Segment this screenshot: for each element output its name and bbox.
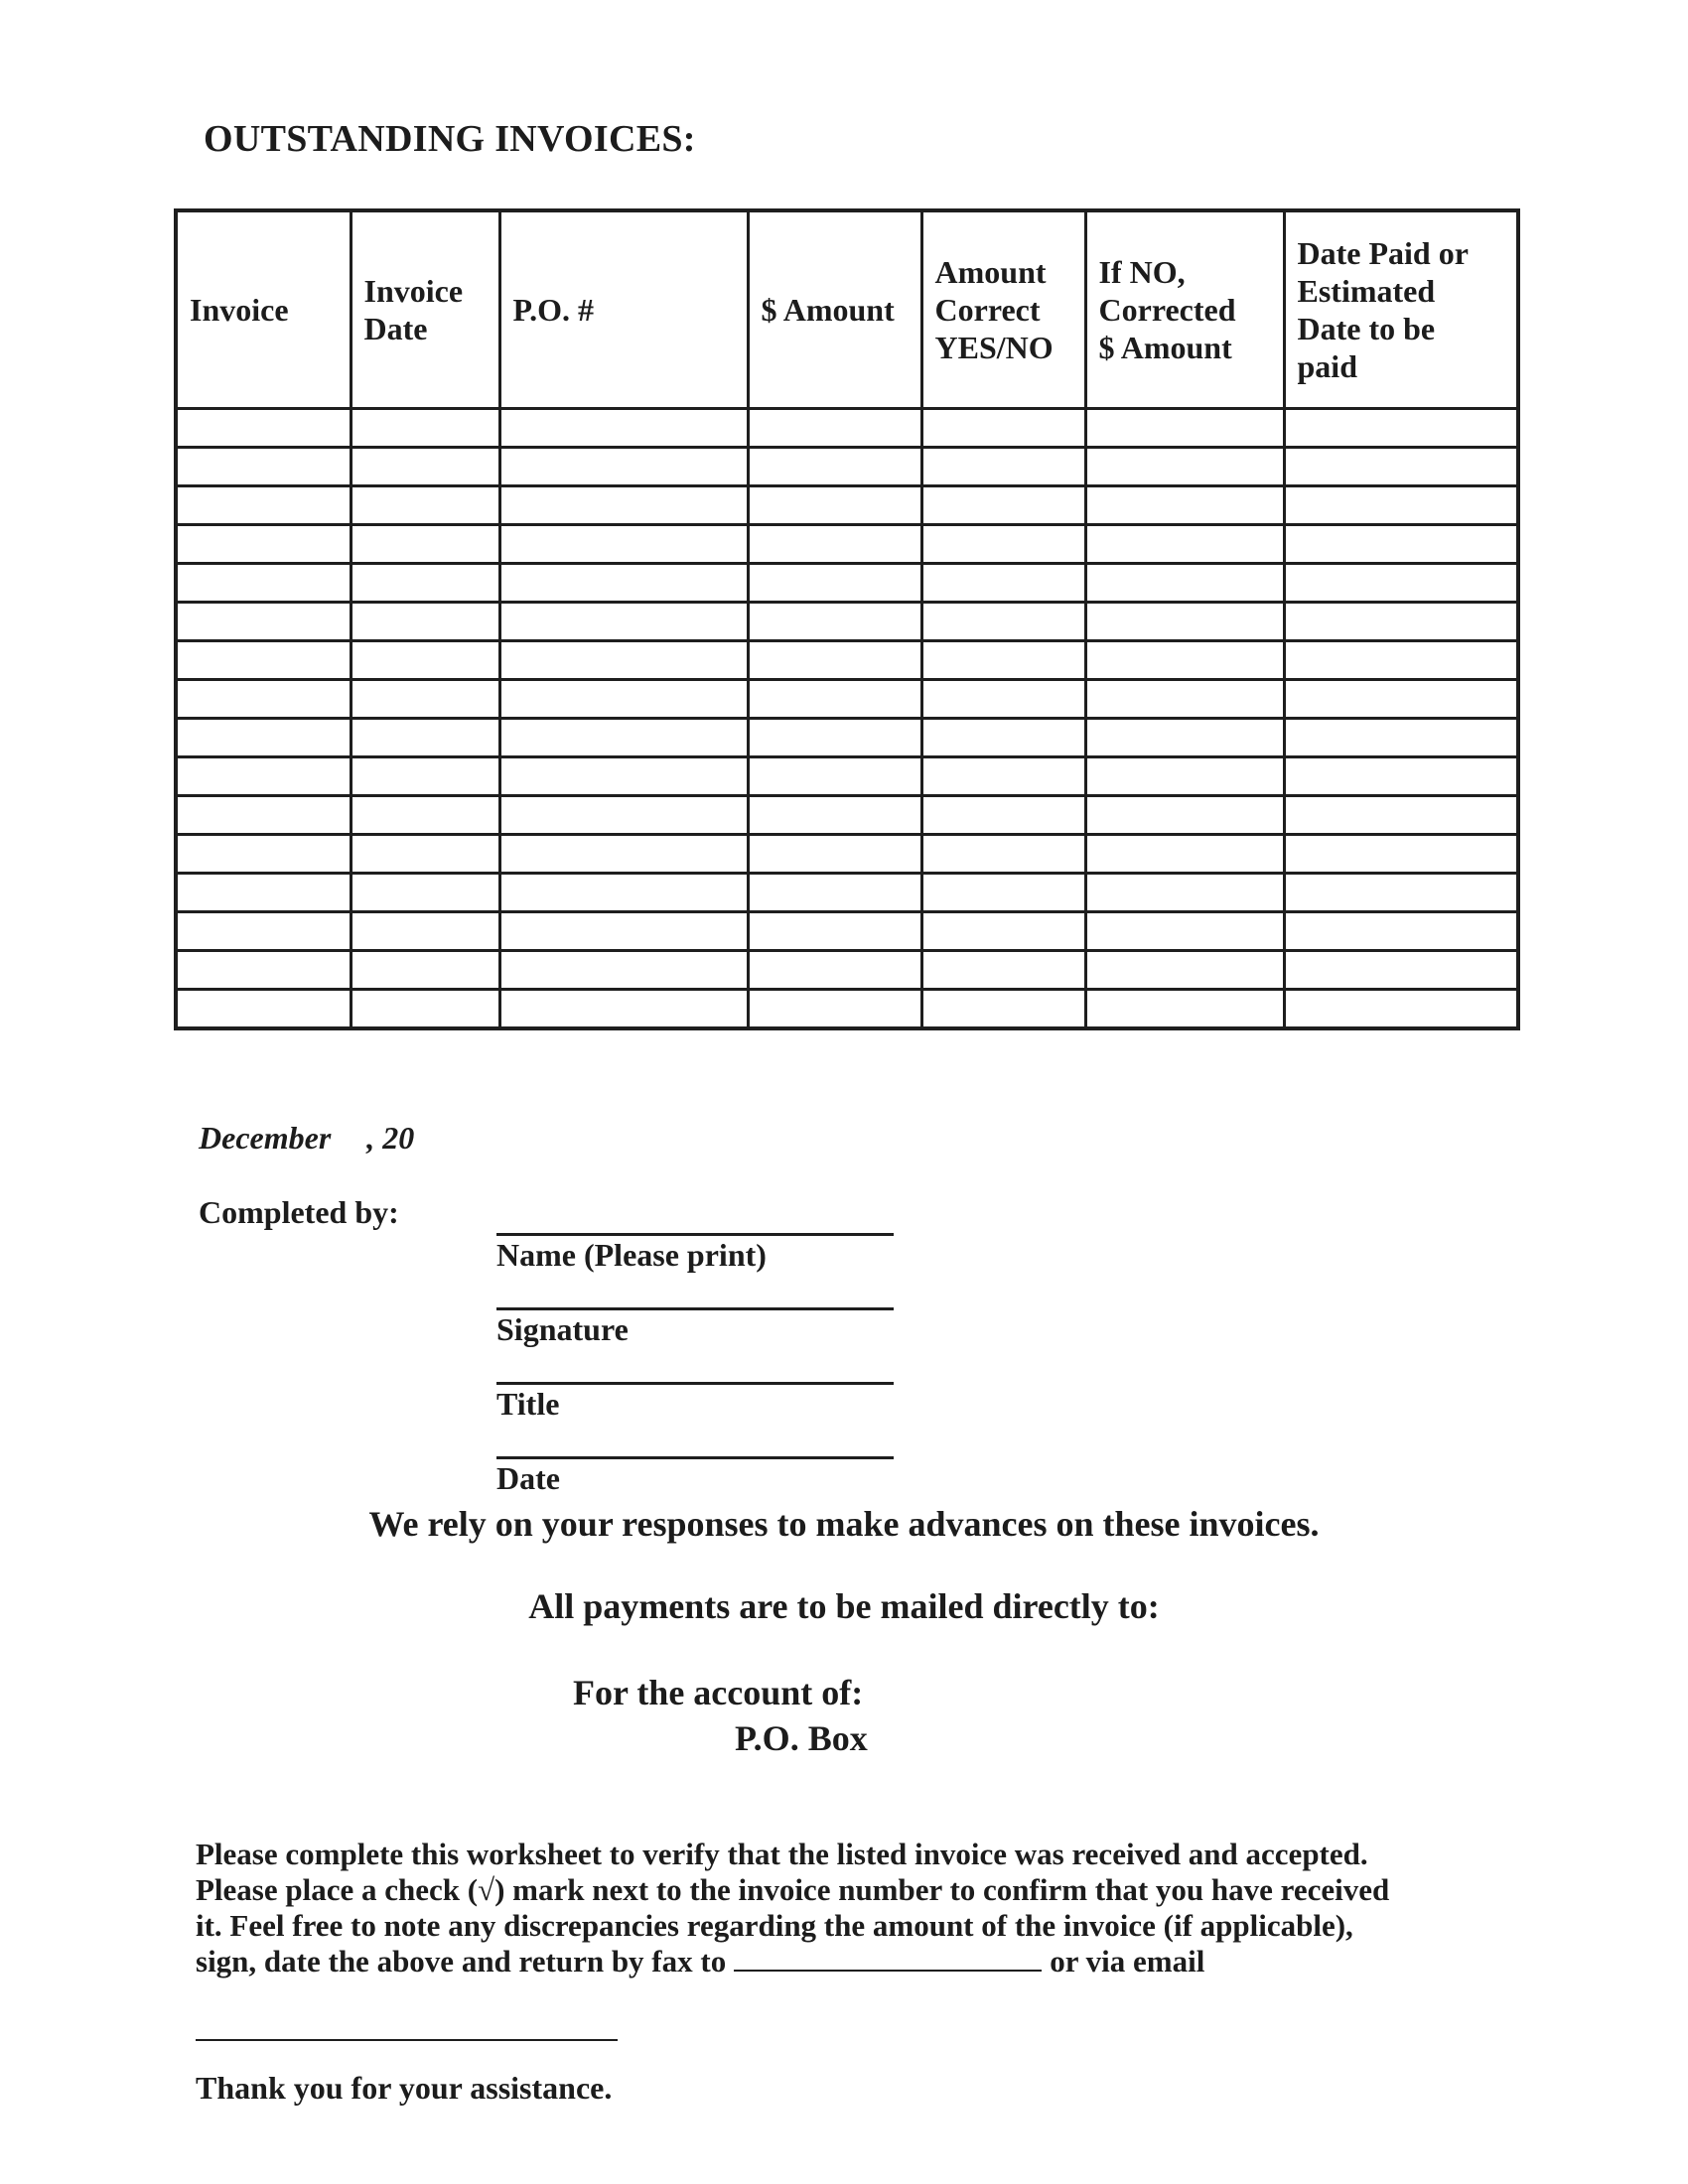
table-row xyxy=(176,680,1518,719)
table-cell[interactable] xyxy=(748,951,921,990)
table-cell[interactable] xyxy=(176,525,351,564)
table-cell[interactable] xyxy=(176,603,351,641)
table-cell[interactable] xyxy=(176,641,351,680)
table-cell[interactable] xyxy=(1085,874,1284,912)
table-cell[interactable] xyxy=(921,874,1085,912)
table-cell[interactable] xyxy=(499,603,748,641)
table-cell[interactable] xyxy=(176,680,351,719)
table-cell[interactable] xyxy=(1085,603,1284,641)
table-cell[interactable] xyxy=(748,874,921,912)
table-row xyxy=(176,951,1518,990)
table-cell[interactable] xyxy=(176,409,351,448)
fax-instruction: sign, date the above and return by fax to xyxy=(196,1944,727,1979)
column-header-line: Estimated xyxy=(1297,273,1436,309)
table-cell[interactable] xyxy=(748,409,921,448)
table-cell[interactable] xyxy=(1085,641,1284,680)
date-line xyxy=(199,1120,414,1157)
table-cell[interactable] xyxy=(1284,525,1518,564)
table-cell[interactable] xyxy=(1284,874,1518,912)
table-cell[interactable] xyxy=(1085,757,1284,796)
table-cell[interactable] xyxy=(176,874,351,912)
table-cell[interactable] xyxy=(499,951,748,990)
mailing-notice: All payments are to be mailed directly to: xyxy=(528,1586,1160,1626)
table-cell[interactable] xyxy=(176,448,351,486)
table-cell[interactable] xyxy=(1085,835,1284,874)
table-cell[interactable] xyxy=(921,409,1085,448)
table-row xyxy=(176,719,1518,757)
po-box-label: P.O. Box xyxy=(735,1718,868,1758)
column-header-line: paid xyxy=(1297,348,1357,384)
table-cell[interactable] xyxy=(351,874,499,912)
title-field-label: Title xyxy=(496,1386,560,1422)
column-header-line: If NO, xyxy=(1098,254,1186,290)
table-cell[interactable] xyxy=(176,835,351,874)
invoice-table xyxy=(174,208,1520,1030)
date-year-prefix: , 20 xyxy=(366,1120,415,1156)
table-row xyxy=(176,525,1518,564)
table-cell[interactable] xyxy=(1284,912,1518,951)
column-header xyxy=(351,210,499,409)
table-cell[interactable] xyxy=(351,641,499,680)
table-cell[interactable] xyxy=(1085,990,1284,1029)
table-cell[interactable] xyxy=(1085,680,1284,719)
table-cell[interactable] xyxy=(748,564,921,603)
table-cell[interactable] xyxy=(921,680,1085,719)
column-header-line: Invoice xyxy=(190,292,289,328)
table-cell[interactable] xyxy=(351,603,499,641)
email-blank[interactable] xyxy=(196,2039,618,2041)
table-cell[interactable] xyxy=(1085,448,1284,486)
table-cell[interactable] xyxy=(1284,409,1518,448)
table-row xyxy=(176,448,1518,486)
table-cell[interactable] xyxy=(351,912,499,951)
table-cell[interactable] xyxy=(921,564,1085,603)
table-cell[interactable] xyxy=(499,796,748,835)
instructions-line: Please place a check (√) mark next to the invoice number to confirm that you have received xyxy=(196,1872,1390,1907)
column-header-line: YES/NO xyxy=(934,330,1054,365)
table-cell[interactable] xyxy=(1284,951,1518,990)
column-header xyxy=(499,210,748,409)
table-cell[interactable] xyxy=(1284,564,1518,603)
table-cell[interactable] xyxy=(1284,796,1518,835)
column-header-line: Correct xyxy=(934,292,1041,328)
completed-by-label: Completed by: xyxy=(199,1194,399,1230)
table-cell[interactable] xyxy=(748,680,921,719)
table-cell[interactable] xyxy=(351,796,499,835)
column-header xyxy=(176,210,351,409)
table-cell[interactable] xyxy=(1284,757,1518,796)
table-cell[interactable] xyxy=(1284,719,1518,757)
table-cell[interactable] xyxy=(499,564,748,603)
column-header xyxy=(1284,210,1518,409)
column-header-line: Invoice xyxy=(363,273,464,309)
table-cell[interactable] xyxy=(748,603,921,641)
table-cell[interactable] xyxy=(351,757,499,796)
column-header-line: Corrected xyxy=(1098,292,1236,328)
signature-field-line[interactable] xyxy=(496,1307,894,1310)
table-cell[interactable] xyxy=(1085,951,1284,990)
table-cell[interactable] xyxy=(921,486,1085,525)
table-cell[interactable] xyxy=(176,951,351,990)
table-cell[interactable] xyxy=(921,912,1085,951)
name-field-line[interactable] xyxy=(496,1233,894,1236)
table-cell[interactable] xyxy=(921,835,1085,874)
column-header-line: Date to be xyxy=(1297,311,1436,346)
table-cell[interactable] xyxy=(1085,409,1284,448)
table-body xyxy=(176,409,1518,1029)
table-cell[interactable] xyxy=(499,525,748,564)
table-cell[interactable] xyxy=(351,486,499,525)
table-cell[interactable] xyxy=(351,719,499,757)
column-header xyxy=(1085,210,1284,409)
instructions-line xyxy=(196,1944,1516,1979)
signature-field-label: Signature xyxy=(496,1311,629,1347)
table-cell[interactable] xyxy=(351,564,499,603)
table-cell[interactable] xyxy=(499,835,748,874)
table-cell[interactable] xyxy=(499,448,748,486)
table-cell[interactable] xyxy=(499,874,748,912)
table-row xyxy=(176,409,1518,448)
table-cell[interactable] xyxy=(1284,603,1518,641)
table-cell[interactable] xyxy=(176,912,351,951)
column-header-line: Date xyxy=(363,311,428,346)
table-cell[interactable] xyxy=(351,990,499,1029)
table-cell[interactable] xyxy=(499,757,748,796)
table-cell[interactable] xyxy=(748,641,921,680)
table-cell[interactable] xyxy=(1284,641,1518,680)
table-cell[interactable] xyxy=(1085,486,1284,525)
table-cell[interactable] xyxy=(499,486,748,525)
table-cell[interactable] xyxy=(921,990,1085,1029)
table-cell[interactable] xyxy=(921,448,1085,486)
table-cell[interactable] xyxy=(1284,448,1518,486)
table-cell[interactable] xyxy=(748,835,921,874)
table-row xyxy=(176,835,1518,874)
instructions-line: Please complete this worksheet to verify that the listed invoice was received and accepted. xyxy=(196,1837,1368,1871)
date-field-label: Date xyxy=(496,1460,560,1496)
date-month: December xyxy=(199,1120,332,1156)
table-cell[interactable] xyxy=(176,486,351,525)
closing-thanks: Thank you for your assistance. xyxy=(196,2070,613,2106)
column-header-line: Amount xyxy=(934,254,1047,290)
table-row xyxy=(176,757,1518,796)
table-row xyxy=(176,564,1518,603)
table-cell[interactable] xyxy=(748,796,921,835)
table-cell[interactable] xyxy=(1085,796,1284,835)
table-cell[interactable] xyxy=(748,486,921,525)
table-cell[interactable] xyxy=(748,990,921,1029)
table-cell[interactable] xyxy=(499,641,748,680)
column-header xyxy=(748,210,921,409)
table-cell[interactable] xyxy=(921,603,1085,641)
table-cell[interactable] xyxy=(1085,564,1284,603)
date-field-line[interactable] xyxy=(496,1456,894,1459)
table-cell[interactable] xyxy=(1284,486,1518,525)
table-cell[interactable] xyxy=(351,680,499,719)
table-cell[interactable] xyxy=(921,757,1085,796)
table-row xyxy=(176,641,1518,680)
column-header xyxy=(921,210,1085,409)
table-cell[interactable] xyxy=(499,680,748,719)
table-cell[interactable] xyxy=(499,990,748,1029)
account-label: For the account of: xyxy=(573,1673,864,1712)
instructions-line: it. Feel free to note any discrepancies regarding the amount of the invoice (if applicable), xyxy=(196,1908,1353,1943)
table-cell[interactable] xyxy=(1284,990,1518,1029)
table-cell[interactable] xyxy=(176,796,351,835)
instructions xyxy=(196,1837,1516,1979)
table-cell[interactable] xyxy=(499,912,748,951)
page-title: OUTSTANDING INVOICES: xyxy=(204,118,696,160)
table-header-row xyxy=(176,210,1518,409)
table-cell[interactable] xyxy=(921,719,1085,757)
table-cell[interactable] xyxy=(499,409,748,448)
table-cell[interactable] xyxy=(921,641,1085,680)
name-field-label: Name (Please print) xyxy=(496,1237,767,1273)
email-instruction: or via email xyxy=(1050,1944,1205,1979)
column-header-line: Date Paid or xyxy=(1297,235,1469,271)
table-cell[interactable] xyxy=(351,951,499,990)
table-cell[interactable] xyxy=(1085,525,1284,564)
column-header-line: P.O. # xyxy=(512,292,594,328)
table-cell[interactable] xyxy=(351,448,499,486)
title-field-line[interactable] xyxy=(496,1382,894,1385)
table-cell[interactable] xyxy=(1284,835,1518,874)
table-row xyxy=(176,796,1518,835)
table-cell[interactable] xyxy=(499,719,748,757)
table-cell[interactable] xyxy=(351,525,499,564)
table-cell[interactable] xyxy=(921,525,1085,564)
table-cell[interactable] xyxy=(1284,680,1518,719)
table-cell[interactable] xyxy=(176,564,351,603)
table-cell[interactable] xyxy=(748,448,921,486)
table-cell[interactable] xyxy=(176,757,351,796)
reliance-notice: We rely on your responses to make advances on these invoices. xyxy=(368,1504,1320,1544)
column-header-line: $ Amount xyxy=(761,292,895,328)
table-row xyxy=(176,912,1518,951)
table-cell[interactable] xyxy=(176,990,351,1029)
table-row xyxy=(176,486,1518,525)
table-cell[interactable] xyxy=(748,757,921,796)
table-row xyxy=(176,990,1518,1029)
table-cell[interactable] xyxy=(1085,912,1284,951)
table-cell[interactable] xyxy=(748,912,921,951)
table-row xyxy=(176,874,1518,912)
table-cell[interactable] xyxy=(351,835,499,874)
column-header-line: $ Amount xyxy=(1098,330,1232,365)
fax-number-blank[interactable] xyxy=(734,1946,1042,1972)
table-cell[interactable] xyxy=(176,719,351,757)
table-cell[interactable] xyxy=(921,796,1085,835)
table-cell[interactable] xyxy=(748,525,921,564)
table-cell[interactable] xyxy=(351,409,499,448)
table-cell[interactable] xyxy=(921,951,1085,990)
table-cell[interactable] xyxy=(1085,719,1284,757)
table-cell[interactable] xyxy=(748,719,921,757)
table-row xyxy=(176,603,1518,641)
